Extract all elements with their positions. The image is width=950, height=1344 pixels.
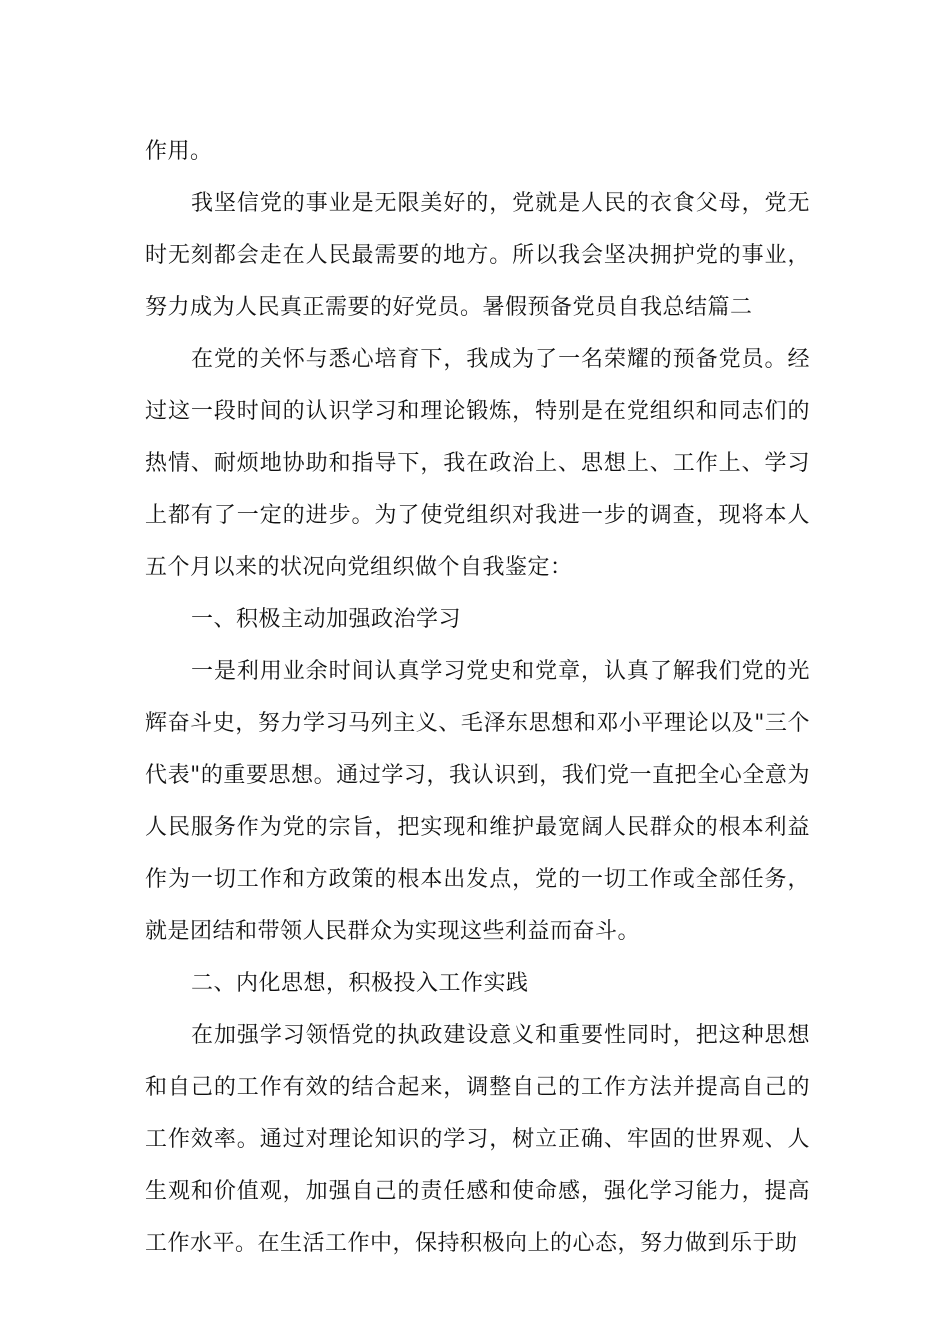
section-heading-work-practice: 二、内化思想，积极投入工作实践 [191, 971, 529, 996]
paragraph-intro: 在党的关怀与悉心培育下，我成为了一名荣耀的预备党员。经过这一段时间的认识学习和理论锻炼，特别是在党组织和同志们的热情、耐烦地协助和指导下，我在政治上、思想上、工作上、学习上都有了一定的进步。为了使党组织对我进一步的调查，现将本人五个月以来的状况向党组织做个自我鉴定： [145, 347, 810, 580]
paragraph-continuation: 作用。 [145, 139, 213, 164]
paragraph-work-practice: 在加强学习领悟党的执政建设意义和重要性同时，把这种思想和自己的工作有效的结合起来，调整自己的工作方法并提高自己的工作效率。通过对理论知识的学习，树立正确、牢固的世界观、人生观和价值观，加强自己的责任感和使命感，强化学习能力，提高工作水平。在生活工作中，保持积极向上的心态，努力做到乐于助 [145, 1023, 810, 1256]
document-body [145, 126, 810, 1270]
section-heading-political-study: 一、积极主动加强政治学习 [191, 607, 462, 632]
paragraph-political-study: 一是利用业余时间认真学习党史和党章，认真了解我们党的光辉奋斗史，努力学习马列主义、毛泽东思想和邓小平理论以及"三个代表"的重要思想。通过学习，我认识到，我们党一直把全心全意为人民服务作为党的宗旨，把实现和维护最宽阔人民群众的根本利益作为一切工作和方政策的根本出发点，党的一切工作或全部任务，就是团结和带领人民群众为实现这些利益而奋斗。 [145, 659, 810, 944]
paragraph-belief: 我坚信党的事业是无限美好的，党就是人民的衣食父母，党无时无刻都会走在人民最需要的地方。所以我会坚决拥护党的事业，努力成为人民真正需要的好党员。暑假预备党员自我总结篇二 [145, 191, 810, 320]
